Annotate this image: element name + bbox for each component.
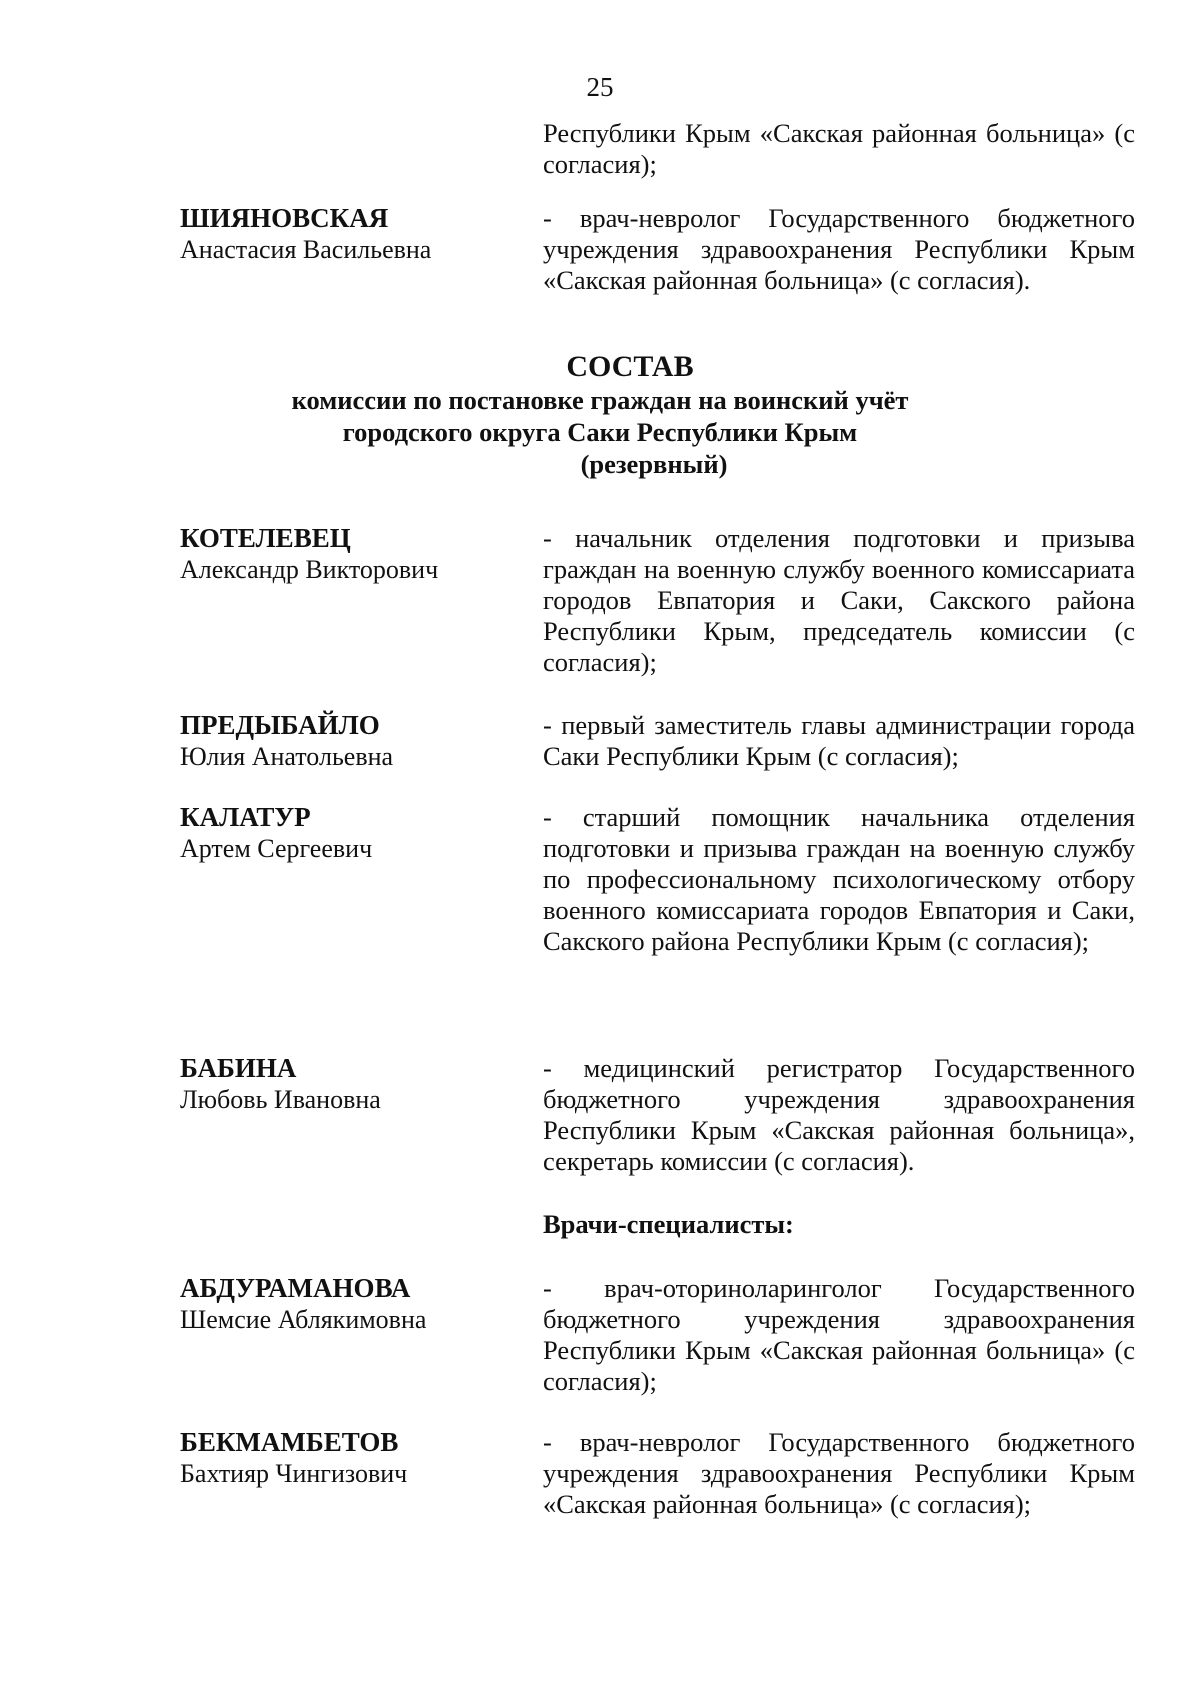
member-description: - медицинский регистратор Государственного бюджетного учреждения здравоохранения Республики Крым «Сакская районная больница», секретарь комиссии (с согласия). (543, 1053, 1135, 1176)
member-surname: БЕКМАМБЕТОВ (180, 1427, 399, 1457)
member-name (180, 1053, 510, 1115)
member-surname: ШИЯНОВСКАЯ (180, 203, 389, 233)
member-name (180, 203, 510, 265)
member-name (180, 710, 510, 772)
member-name (180, 523, 510, 585)
member-given-name: Бахтияр Чингизович (180, 1459, 408, 1488)
member-given-name: Анастасия Васильевна (180, 235, 432, 264)
member-given-name: Любовь Ивановна (180, 1085, 381, 1114)
heading-line-2: городского округа Саки Республики Крым (342, 417, 858, 447)
heading-line-3: (резервный) (580, 449, 728, 479)
member-given-name: Александр Викторович (180, 555, 439, 584)
member-description: - врач-невролог Государственного бюджетного учреждения здравоохранения Республики Крым «Сакская районная больница» (с согласия). (543, 203, 1135, 295)
section-heading (0, 350, 1200, 480)
member-surname: КОТЕЛЕВЕЦ (180, 523, 351, 553)
member-given-name: Шемсие Аблякимовна (180, 1305, 427, 1334)
continuation-text: Республики Крым «Сакская районная больница» (с согласия); (543, 118, 1135, 179)
page-number: 25 (586, 72, 614, 102)
member-description: - начальник отделения подготовки и призыва граждан на военную службу военного комиссариата городов Евпатория и Саки, Сакского района Республики Крым, председатель комиссии (с согласия); (543, 523, 1135, 677)
member-description: - врач-невролог Государственного бюджетного учреждения здравоохранения Республики Крым «Сакская районная больница» (с согласия); (543, 1427, 1135, 1519)
member-given-name: Юлия Анатольевна (180, 742, 394, 771)
specialists-heading: Врачи-специалисты: (543, 1209, 794, 1239)
member-surname: КАЛАТУР (180, 802, 311, 832)
member-description: - первый заместитель главы администрации города Саки Республики Крым (с согласия); (543, 710, 1135, 771)
member-name (180, 1427, 510, 1489)
member-name (180, 1273, 510, 1335)
heading-line-1: комиссии по постановке граждан на воинский учёт (291, 385, 909, 415)
member-surname: ПРЕДЫБАЙЛО (180, 710, 380, 740)
member-description: - врач-оториноларинголог Государственного бюджетного учреждения здравоохранения Республики Крым «Сакская районная больница» (с согласия); (543, 1273, 1135, 1396)
member-name (180, 802, 510, 864)
member-surname: БАБИНА (180, 1053, 297, 1083)
member-description: - старший помощник начальника отделения подготовки и призыва граждан на военную службу по профессиональному психологическому отбору военного комиссариата городов Евпатория и Саки, Сакского района Республики Крым (с согласия); (543, 802, 1135, 956)
member-given-name: Артем Сергеевич (180, 834, 373, 863)
heading-title: СОСТАВ (566, 350, 694, 383)
member-surname: АБДУРАМАНОВА (180, 1273, 411, 1303)
